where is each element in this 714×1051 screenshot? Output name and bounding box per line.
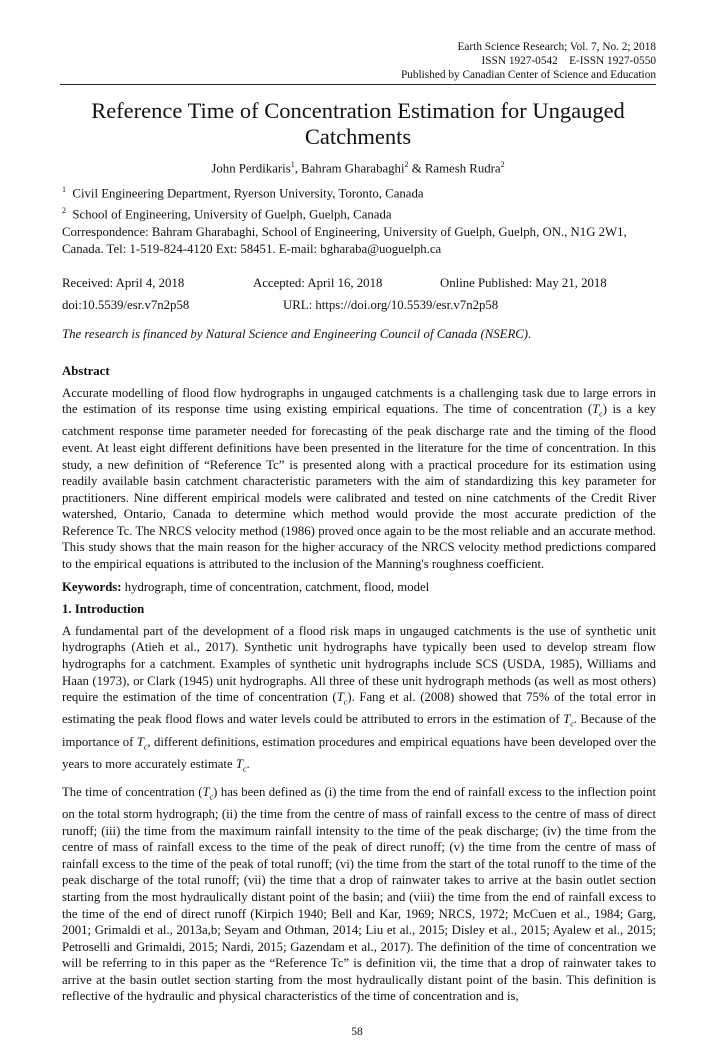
journal-volume: Earth Science Research; Vol. 7, No. 2; 2018 (457, 41, 656, 53)
journal-header (401, 40, 656, 82)
symbol-tc (136, 734, 148, 752)
text-run: ). Fang et al. (2008) showed that 75% of the total error in estimating the peak flood flows and water levels could be attributed to errors in the estimation of (62, 690, 657, 727)
symbol-base: T (202, 784, 210, 799)
affiliation-text: Civil Engineering Department, Ryerson University, Toronto, Canada (72, 186, 424, 201)
abstract-text (62, 385, 656, 573)
intro-paragraph (62, 784, 656, 1005)
keywords-text: hydrograph, time of concentration, catchment, flood, model (121, 579, 430, 594)
text-run: ) is a key catchment response time parameter needed for forecasting of the peak discharge rate and the timing of the flood event. At least eight different definitions have been presented in the literature for the time of concentration. In this study, a new definition of “Reference Tc” is presented along with a practical procedure for its estimation using readily available basin catchment characteristic parameters with the aim of standardizing this key parameter for practitioners. Nine different empirical models were calibrated and tested on nine catchments of the Credit River watershed, Ontario, Canada to determine which method would provide the most accurate prediction of the Reference Tc. The NRCS velocity method (1986) proved once again to be the most reliable and an accurate method. This study shows that the main reason for the higher accuracy of the NRCS velocity method predictions compared to the empirical equations is attributed to the inclusion of the Manning's roughness coefficient. (62, 402, 656, 572)
symbol-tc (592, 402, 603, 419)
correspondence: Correspondence: Bahram Gharabaghi, School of Engineering, University of Guelph, Guelph, ON., N1G 2W1, Canada. Tel: 1-519-824-4120 Ext: 58451. E-mail: bgharaba@uoguelph.ca (62, 225, 627, 256)
keywords (62, 579, 656, 596)
symbol-subscript: c (570, 719, 574, 729)
author-separator: , (294, 161, 302, 176)
author-list (60, 157, 656, 176)
affiliation-number: 2 (62, 206, 66, 215)
symbol-tc (563, 712, 574, 729)
doi-text: doi:10.5539/esr.v7n2p58 (62, 298, 190, 312)
affiliation (62, 182, 424, 201)
text-run: Accurate modelling of flood flow hydrographs in ungauged catchments is a challenging task due to large errors in the estimation of its response time using existing empirical equations. The time of concentration ( (62, 385, 656, 417)
text-run: ) has been defined as (i) the time from the end of rainfall excess to the inflection point on the total storm hydrograph; (ii) the time from the centre of mass of rainfall excess to the centre of mass of direct runoff; (iii) the time from the maximum rainfall intensity to the time of the peak discharge; (iv) the time from the centre of mass of rainfall excess to the time of the peak of direct runoff; (v) the time from the centre of mass of rainfall excess to the time of the peak of total runoff; (vi) the time from the start of the total runoff to the time of the peak discharge of the total runoff; (vii) the time that a drop of rainwater takes to arrive at the basin outlet section starting from the most hydraulically distant point of the basin; and (viii) the time from the end of rainfall excess to the time of the end of direct runoff (Kirpich 1940; Bell and Kar, 1969; NRCS, 1972; McCuen et al., 1984; Garg, 2001; Grimaldi et al., 2013a,b; Seyam and Othman, 2014; Liu et al., 2015; Disley et al., 2015; Ayalew et al., 2015; Petroselli and Grimaldi, 2015; Nardi, 2015; Gazendam et al., 2017). The definition of the time of concentration we will be referring to in this paper as the “Reference Tc” is definition vii, the time that a drop of rainwater takes to arrive at the basin outlet section starting from the most hydraulically distant point of the basin. This definition is reflective of the hydraulic and physical characteristics of the time of concentration and is, (62, 784, 657, 1004)
author-name: Bahram Gharabaghi (301, 161, 405, 176)
doi-url-link[interactable]: URL: https://doi.org/10.5539/esr.v7n2p58 (283, 298, 499, 312)
affiliation-text: School of Engineering, University of Guelph, Guelph, Canada (72, 207, 392, 222)
symbol-subscript: c (343, 697, 348, 707)
affiliation (62, 203, 392, 222)
symbol-subscript: c (242, 764, 247, 774)
symbol-tc (235, 756, 250, 774)
paper-body (62, 363, 656, 1011)
author-name: John Perdikaris (211, 161, 291, 176)
affiliation-number: 1 (62, 185, 66, 194)
intro-paragraph (62, 623, 656, 778)
symbol-tc (336, 690, 348, 707)
text-run: . (246, 756, 250, 771)
author-name: Ramesh Rudra (424, 161, 501, 176)
text-run: The time of concentration ( (62, 784, 203, 799)
text-run: . Because of the importance of (62, 712, 656, 749)
paper-title: Reference Time of Concentration Estimation for Ungauged Catchments (91, 98, 625, 149)
journal-publisher: Published by Canadian Center of Science and Education (400, 69, 656, 81)
page-number: 58 (351, 1026, 363, 1038)
symbol-base: T (563, 712, 571, 727)
author-affiliation-mark: 2 (500, 160, 505, 169)
author-separator: & (408, 161, 425, 176)
accepted-date: Accepted: April 16, 2018 (253, 276, 383, 290)
abstract-heading: Abstract (62, 364, 110, 378)
author-affiliation-mark: 2 (404, 160, 409, 169)
text-run: , different definitions, estimation procedures and empirical equations have been developed over the years to more accurately estimate (62, 734, 656, 771)
symbol-base: T (592, 402, 600, 417)
keywords-label: Keywords: (62, 579, 122, 594)
header-divider (60, 84, 656, 85)
symbol-base: T (136, 734, 144, 749)
journal-issn: ISSN 1927-0542 E-ISSN 1927-0550 (481, 55, 656, 67)
text-run: A fundamental part of the development of a flood risk maps in ungauged catchments is the use of synthetic unit hydrographs (Atieh et al., 2017). Synthetic unit hydrographs have typically been used to develop stream flow hydrographs for a catchment. Examples of synthetic unit hydrographs include SCS (USDA, 1985), Williams and Haan (1973), or Clark (1945) unit hydrographs. All three of these unit hydrograph methods (as well as most others) require the estimation of the time of concentration ( (62, 623, 656, 705)
introduction-heading: 1. Introduction (62, 602, 145, 617)
funding-note: The research is financed by Natural Science and Engineering Council of Canada (NSERC). (62, 327, 532, 341)
symbol-subscript: c (209, 792, 214, 802)
author-affiliation-mark: 1 (290, 160, 295, 169)
symbol-subscript: c (143, 742, 148, 752)
symbol-base: T (336, 690, 344, 705)
published-date: Online Published: May 21, 2018 (440, 276, 607, 290)
symbol-base: T (235, 756, 243, 771)
symbol-tc (202, 784, 214, 802)
symbol-subscript: c (599, 409, 603, 419)
received-date: Received: April 4, 2018 (62, 276, 185, 290)
